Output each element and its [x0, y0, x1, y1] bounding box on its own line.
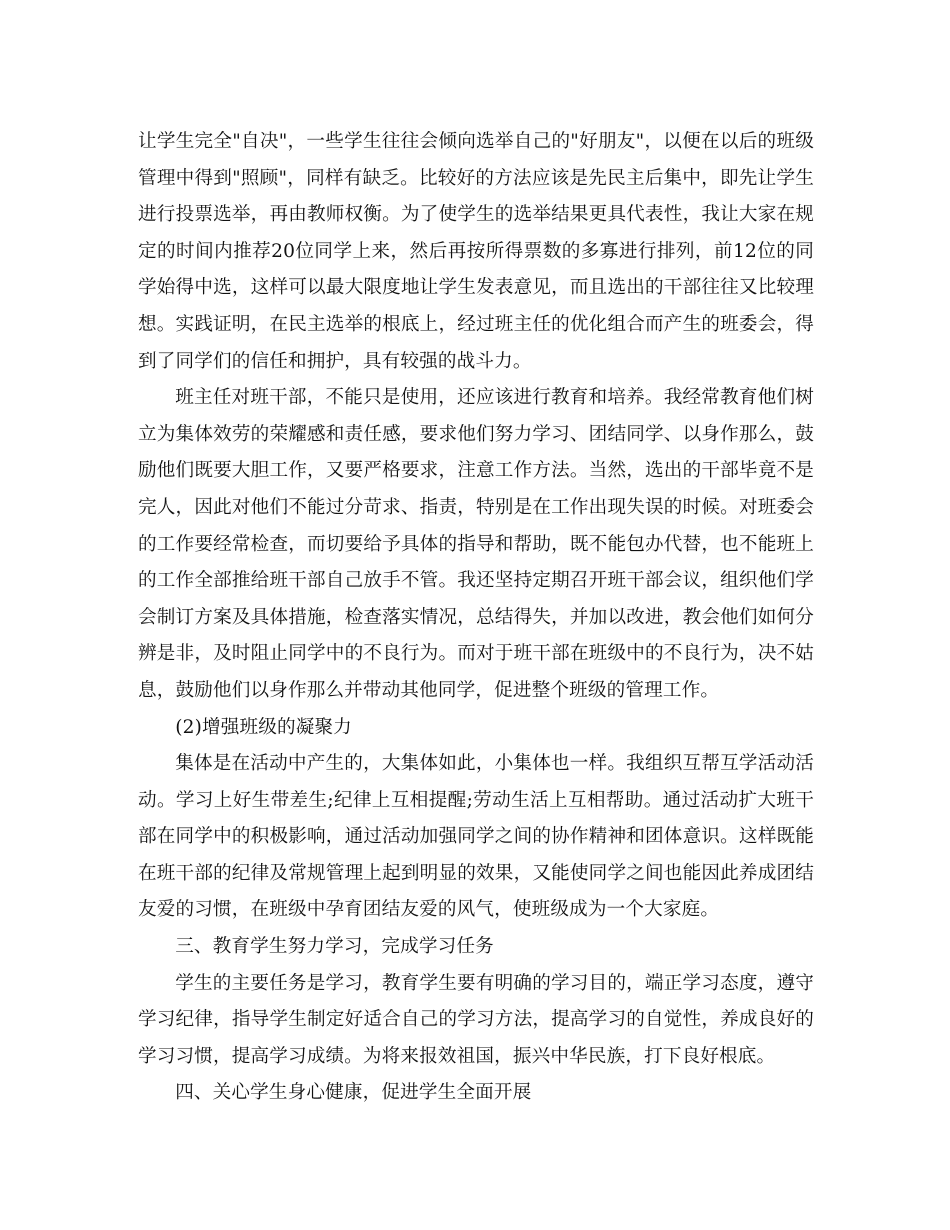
paragraph-class-election: 让学生完全"自决"，一些学生往往会倾向选举自己的"好朋友"，以便在以后的班级管理中得到"照顾"，同样有缺乏。比较好的方法应该是先民主后集中，即先让学生进行投票选举，再由教师权衡。为了使学生的选举结果更具代表性，我让大家在规定的时间内推荐20位同学上来，然后再按所得票数的多寡进行排列，前12位的同学始得中选，这样可以最大限度地让学生发表意见，而且选出的干部往往又比较理想。实践证明，在民主选举的根底上，经过班主任的优化组合而产生的班委会，得到了同学们的信任和拥护，具有较强的战斗力。	[138, 131, 814, 372]
heading-class-cohesion: (2)增强班级的凝聚力	[175, 716, 352, 738]
paragraph-study-guidance: 学生的主要任务是学习，教育学生要有明确的学习目的，端正学习态度，遵守学习纪律，指导学生制定好适合自己的学习方法，提高学习的自觉性，养成良好的学习习惯，提高学习成绩。为将来报效祖国，振兴中华民族，打下良好根底。	[138, 972, 814, 1067]
heading-study-tasks: 三、教育学生努力学习，完成学习任务	[175, 936, 494, 958]
document-body	[138, 124, 814, 1112]
paragraph-collective-activities: 集体是在活动中产生的，大集体如此，小集体也一样。我组织互帮互学活动活动。学习上好生带差生;纪律上互相提醒;劳动生活上互相帮助。通过活动扩大班干部在同学中的积极影响，通过活动加强同学之间的协作精神和团体意识。这样既能在班干部的纪律及常规管理上起到明显的效果，又能使同学之间也能因此养成团结友爱的习惯，在班级中孕育团结友爱的风气，使班级成为一个大家庭。	[138, 753, 814, 921]
paragraph-cadre-training: 班主任对班干部，不能只是使用，还应该进行教育和培养。我经常教育他们树立为集体效劳的荣耀感和责任感，要求他们努力学习、团结同学、以身作那么，鼓励他们既要大胆工作，又要严格要求，注意工作方法。当然，选出的干部毕竟不是完人，因此对他们不能过分苛求、指责，特别是在工作出现失误的时候。对班委会的工作要经常检查，而切要给予具体的指导和帮助，既不能包办代替，也不能班上的工作全部推给班干部自己放手不管。我还坚持定期召开班干部会议，组织他们学会制订方案及具体措施，检查落实情况，总结得失，并加以改进，教会他们如何分辨是非，及时阻止同学中的不良行为。而对于班干部在班级中的不良行为，决不姑息，鼓励他们以身作那么并带动其他同学，促进整个班级的管理工作。	[138, 387, 814, 701]
heading-student-health: 四、关心学生身心健康，促进学生全面开展	[175, 1082, 532, 1104]
